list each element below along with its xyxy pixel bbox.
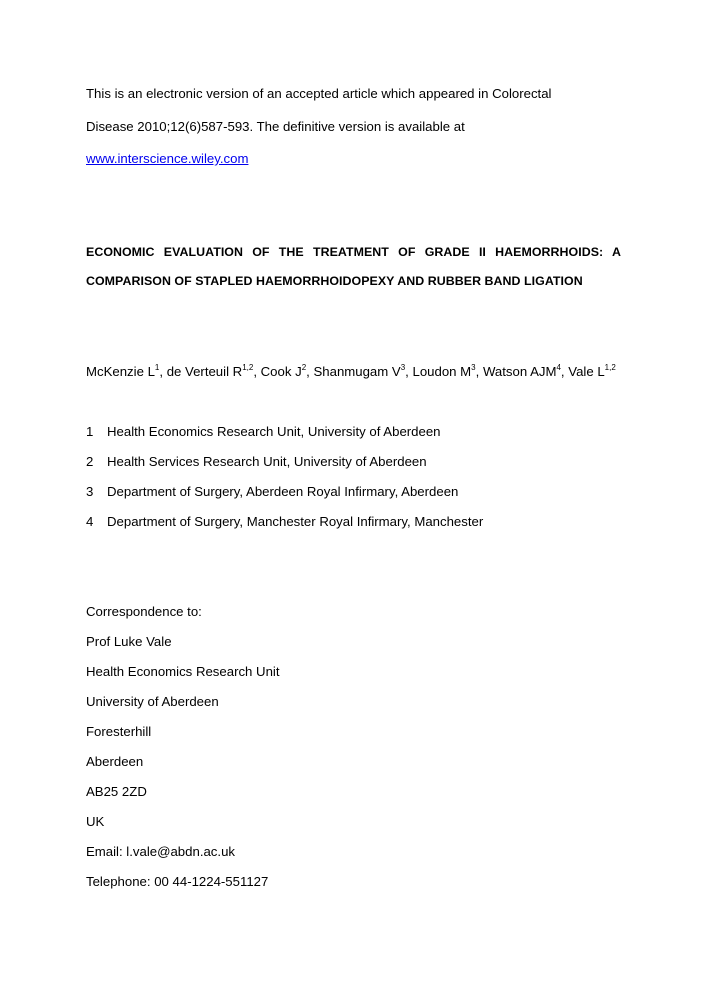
author-separator: , [405,364,413,379]
affiliation-number: 1 [86,424,94,439]
affiliation-number: 3 [86,484,94,499]
author-affiliation-superscript: 4 [556,363,561,372]
author-name: de Verteuil R [166,364,243,379]
correspondence-university: University of Aberdeen [86,694,219,709]
author-affiliation-superscript: 1,2 [242,363,254,372]
author-affiliation-superscript: 2 [301,363,307,372]
author-affiliation-superscript: 3 [471,363,476,372]
affiliation-number: 2 [86,454,94,469]
correspondence-city: Aberdeen [86,754,144,769]
author-affiliation-superscript: 1,2 [604,363,616,372]
author-name: Shanmugam V [313,364,401,379]
author-name: Loudon M [412,364,472,379]
correspondence-telephone: Telephone: 00 44-1224-551127 [86,874,269,889]
article-title-line-1: ECONOMIC EVALUATION OF THE TREATMENT OF GRADE II HAEMORRHOIDS: A [86,245,621,259]
affiliation-item [0,484,707,500]
author-separator: , [560,364,569,379]
notice-line-1: This is an electronic version of an accepted article which appeared in Colorectal [86,86,552,101]
correspondence-country: UK [86,814,105,829]
author-name: Watson AJM [482,364,557,379]
affiliation-item [0,454,707,470]
affiliation-text: Department of Surgery, Manchester Royal Infirmary, Manchester [107,514,484,529]
author-affiliation-superscript: 3 [400,363,406,372]
affiliation-text: Department of Surgery, Aberdeen Royal Infirmary, Aberdeen [107,484,459,499]
correspondence-heading: Correspondence to: [86,604,202,619]
affiliation-text: Health Economics Research Unit, University of Aberdeen [107,424,441,439]
article-title-line-2: COMPARISON OF STAPLED HAEMORRHOIDOPEXY AND RUBBER BAND LIGATION [86,274,583,288]
author-separator: , [306,364,314,379]
author-separator: , [253,364,261,379]
affiliation-item [0,514,707,530]
wiley-link[interactable]: www.interscience.wiley.com [86,151,249,166]
author-name: Vale L [568,364,605,379]
author-name: Cook J [260,364,302,379]
correspondence-email[interactable]: Email: l.vale@abdn.ac.uk [86,844,235,859]
notice-line-2: Disease 2010;12(6)587-593. The definitive version is available at [86,119,465,134]
correspondence-site: Foresterhill [86,724,152,739]
author-separator: , [475,364,483,379]
correspondence-name: Prof Luke Vale [86,634,172,649]
correspondence-unit: Health Economics Research Unit [86,664,280,679]
author-name: McKenzie L [86,364,155,379]
affiliation-number: 4 [86,514,94,529]
author-list [86,364,616,380]
author-affiliation-superscript: 1 [154,363,160,372]
correspondence-postcode: AB25 2ZD [86,784,147,799]
affiliation-item [0,424,707,440]
author-separator: , [159,364,167,379]
affiliation-text: Health Services Research Unit, University of Aberdeen [107,454,427,469]
notice-link-line [86,151,248,167]
